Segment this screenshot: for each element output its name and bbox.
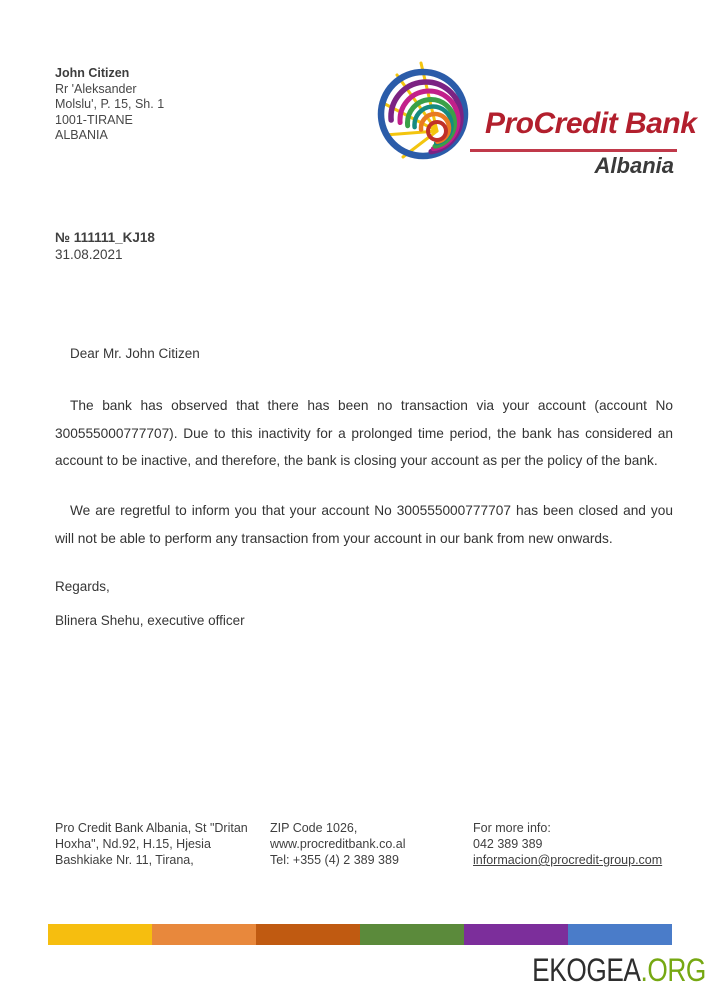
footer-address-column — [55, 820, 265, 868]
footer-address-line: Bashkiake Nr. 11, Tirana, — [55, 853, 194, 867]
body-paragraph-2: We are regretful to inform you that your account No 300555000777707 has been closed and you will not be able to perform any transaction from your account in our bank from new onwards. — [55, 503, 673, 546]
footer-email-link[interactable]: informacion@procredit-group.com — [473, 853, 663, 867]
recipient-address-line: Molslu', P. 15, Sh. 1 — [55, 97, 165, 111]
recipient-address-line: 1001-TIRANE — [55, 112, 133, 127]
footer-contact-column — [270, 820, 470, 868]
watermark-dark-text: EKOGEA — [532, 952, 641, 988]
footer-color-bar — [48, 924, 672, 945]
footer-info-label: For more info: — [473, 821, 551, 835]
reference-number: № 111111_KJ18 — [55, 230, 155, 245]
brand-region: Albania — [594, 153, 674, 178]
recipient-address-block — [55, 66, 164, 144]
ekogea-watermark — [532, 952, 706, 989]
footer-phone: Tel: +355 (4) 2 389 389 — [270, 853, 399, 867]
footer-address-line: Pro Credit Bank Albania, St "Dritan — [55, 821, 248, 835]
footer-info-phone: 042 389 389 — [473, 837, 543, 851]
brand-underline — [470, 149, 677, 152]
color-bar-segment — [48, 924, 152, 945]
body-paragraph-1: The bank has observed that there has been no transaction via your account (account No 300555000777707). Due to this inactivity for a prolonged time period, the bank has considered an account to be inactive, and therefore, the bank is closing your account as per the policy of the bank. — [55, 398, 673, 468]
color-bar-segment — [464, 924, 568, 945]
watermark-green-text: .ORG — [640, 952, 706, 988]
closing: Regards, — [55, 579, 110, 594]
footer-info-column — [473, 820, 703, 868]
salutation: Dear Mr. John Citizen — [70, 346, 200, 361]
recipient-name: John Citizen — [55, 66, 130, 80]
reference-block — [55, 229, 155, 263]
brand-name: ProCredit Bank — [485, 107, 697, 140]
procredit-bank-logo — [375, 55, 697, 185]
recipient-address-line: Rr 'Aleksander — [55, 81, 137, 96]
globe-logo-icon — [377, 57, 471, 169]
letter-date: 31.08.2021 — [55, 247, 123, 262]
color-bar-segment — [256, 924, 360, 945]
footer-address-line: Hoxha", Nd.92, H.15, Hjesia — [55, 837, 211, 851]
recipient-address-line: ALBANIA — [55, 128, 108, 142]
color-bar-segment — [568, 924, 672, 945]
signature-line: Blinera Shehu, executive officer — [55, 613, 245, 628]
footer-website: www.procreditbank.co.al — [270, 837, 406, 851]
color-bar-segment — [360, 924, 464, 945]
color-bar-segment — [152, 924, 256, 945]
footer-zip-line: ZIP Code 1026, — [270, 821, 358, 835]
